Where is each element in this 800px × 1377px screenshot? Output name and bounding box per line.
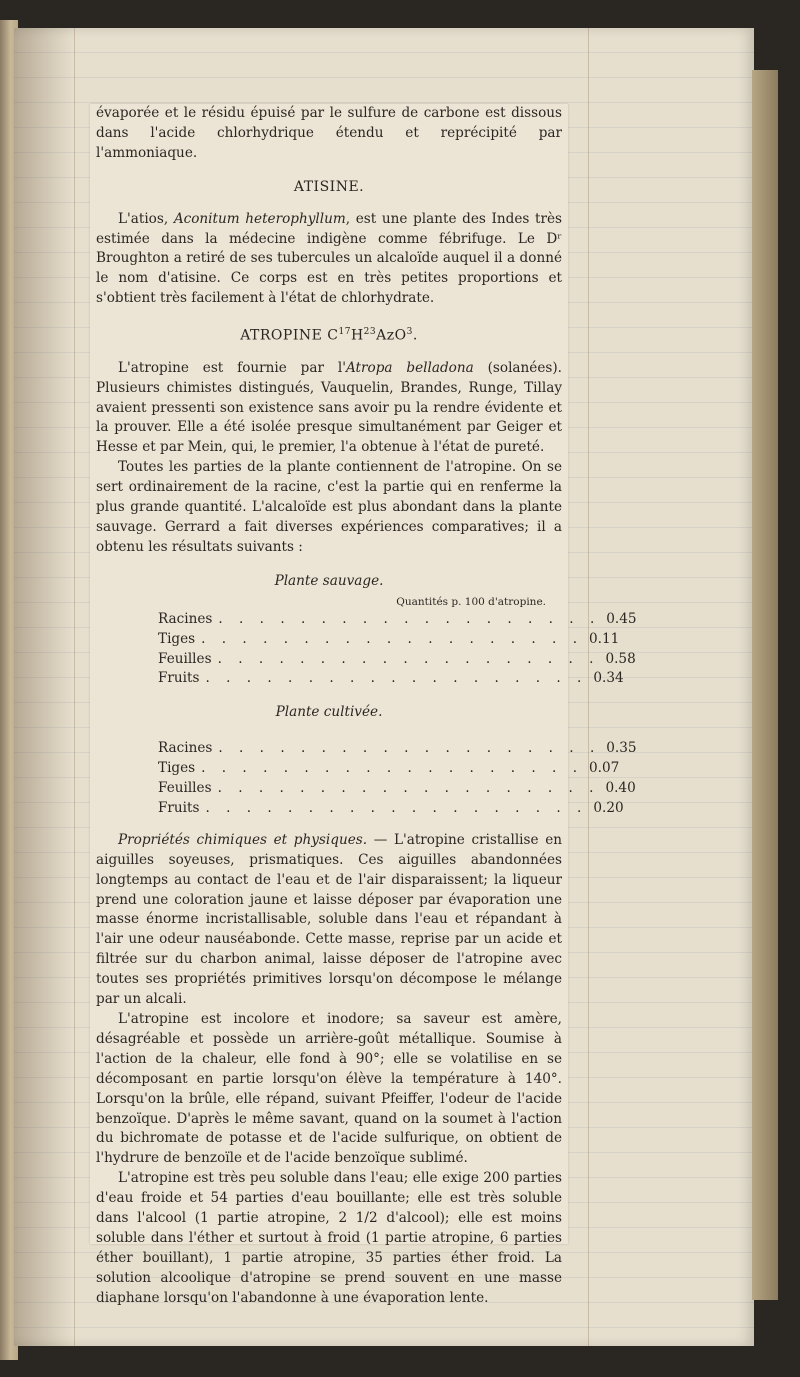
atisine-paragraph	[96, 210, 562, 310]
row-value: 0.58	[605, 650, 636, 667]
row-label: Racines	[158, 740, 213, 757]
clipping-text	[96, 104, 637, 1309]
properties-paragraph-1	[96, 831, 562, 1010]
leader-dots: . . . . . . . . . . . . . . . . . . .	[205, 670, 588, 687]
table-row	[96, 650, 636, 670]
atropine-heading	[96, 323, 562, 347]
table-row	[96, 759, 620, 779]
atropine-p1-a: L'atropine est fournie par l'	[118, 359, 346, 376]
properties-paragraph-3: L'atropine est très peu soluble dans l'eau; elle exige 200 parties d'eau froide et 54 parties d'eau bouillante; elle est très soluble dans l'alcool (1 partie atropine, 2 1/2 d'alcool); elle est moins soluble dans l'éther et surtout à froid (1 partie atropine, 6 parties éther bouillant), 1 partie atropine, 35 parties éther froid. La solution alcoolique d'atropine se prend souvent en une masse diaphane lorsqu'on l'abandonne à une évaporation lente.	[96, 1170, 562, 1306]
row-label: Racines	[158, 610, 213, 627]
formula-end: .	[412, 327, 418, 344]
row-value: 0.35	[606, 740, 637, 757]
formula-azo: AzO	[376, 327, 407, 344]
atisine-text-a: L'atios,	[118, 210, 174, 227]
leader-dots: . . . . . . . . . . . . . . . . . . .	[217, 780, 600, 797]
table-wild-title: Plante sauvage.	[274, 572, 384, 589]
ledger-right-rule	[588, 28, 589, 1346]
row-label: Fruits	[158, 670, 200, 687]
row-value: 0.11	[589, 630, 620, 647]
formula-sup-o: 3	[406, 327, 413, 338]
atropine-heading-base: ATROPINE C	[240, 327, 339, 344]
page-gutter-shadow	[14, 28, 74, 1346]
table-wild-note: Quantités p. 100 d'atropine.	[396, 595, 546, 608]
atisine-heading: ATISINE.	[293, 178, 365, 195]
row-value: 0.34	[593, 670, 624, 687]
table-row	[96, 799, 624, 819]
row-value: 0.07	[589, 760, 620, 777]
table-cultivated	[96, 739, 637, 819]
pasted-text-clipping	[90, 104, 637, 1306]
atropine-paragraph-1	[96, 359, 562, 459]
row-label: Feuilles	[158, 780, 212, 797]
atropine-p1-b: (solanées). Plusieurs chimistes distingués, Vauquelin, Brandes, Runge, Tillay avaient pressenti son existence sans avoir pu la rendre évidente et la prouver. Elle a été isolée presque simultanément par Geiger et Hesse et par Mein, qui, le premier, l'a obtenue à l'état de pureté.	[96, 359, 562, 456]
row-value: 0.40	[605, 780, 636, 797]
row-value: 0.45	[606, 610, 637, 627]
page-stack-edge	[752, 70, 778, 1300]
table-row	[96, 779, 636, 799]
leader-dots: . . . . . . . . . . . . . . . . . . .	[201, 630, 584, 647]
leader-dots: . . . . . . . . . . . . . . . . . . .	[217, 650, 600, 667]
properties-paragraph-2: L'atropine est incolore et inodore; sa saveur est amère, désagréable et possède un arrière-goût métallique. Soumise à l'action de la chaleur, elle fond à 90°; elle se volatilise en se décomposant en partie lorsqu'on élève la température à 140°. Lorsqu'on la brûle, elle répand, suivant Pfeiffer, l'odeur de l'acide benzoïque. D'après le même savant, quand on la soumet à l'action du bichromate de potasse et de l'acide sulfurique, on obtient de l'hydrure de benzoïle et de l'acide benzoïque sublimé.	[96, 1011, 562, 1167]
formula-sup-c: 17	[338, 327, 351, 338]
leader-dots: . . . . . . . . . . . . . . . . . . .	[205, 799, 588, 816]
row-label: Tiges	[158, 630, 196, 647]
leader-dots: . . . . . . . . . . . . . . . . . . .	[201, 760, 584, 777]
intro-paragraph: évaporée et le résidu épuisé par le sulfure de carbone est dissous dans l'acide chlorhydrique étendu et reprécipité par l'ammoniaque.	[96, 105, 562, 161]
table-cultivated-title: Plante cultivée.	[275, 704, 383, 721]
ledger-margin-line	[74, 28, 75, 1346]
atropine-species: Atropa belladona	[345, 359, 474, 376]
properties-text-1: — L'atropine cristallise en aiguilles soyeuses, prismatiques. Ces aiguilles abandonnées longtemps au contact de l'eau et de l'air disparaissent; la liqueur prend une coloration jaune et laisse déposer par évaporation une masse énorme incristallisable, soluble dans l'eau et répandant à l'air une odeur nauséabonde. Cette masse, reprise par un acide et filtrée sur du charbon animal, laisse déposer de l'atropine avec toutes ses propriétés primitives lorsqu'on décompose le mélange par un alcali.	[96, 831, 562, 1008]
formula-sup-h: 23	[363, 327, 377, 338]
atisine-species: Aconitum heterophyllum	[173, 210, 346, 227]
row-label: Tiges	[158, 760, 196, 777]
row-label: Feuilles	[158, 650, 212, 667]
leader-dots: . . . . . . . . . . . . . . . . . . .	[218, 610, 601, 627]
leader-dots: . . . . . . . . . . . . . . . . . . .	[218, 740, 601, 757]
table-row	[96, 669, 624, 689]
formula-h: H	[350, 327, 364, 344]
row-value: 0.20	[593, 799, 624, 816]
row-label: Fruits	[158, 799, 200, 816]
atisine-text-b: , est une plante des Indes très estimée dans la médecine indigène comme fébrifuge. Le Dʳ Broughton a retiré de ses tubercules un alcaloïde auquel il a donné le nom d'atisine. Ce corps est en très petites proportions et s'obtient très facilement à l'état de chlorhydrate.	[96, 210, 562, 307]
table-row	[96, 630, 620, 650]
table-row	[96, 610, 637, 630]
properties-title: Propriétés chimiques et physiques.	[118, 831, 368, 848]
table-wild	[96, 610, 637, 690]
atropine-paragraph-2: Toutes les parties de la plante contiennent de l'atropine. On se sert ordinairement de la racine, c'est la partie qui en renferme la plus grande quantité. L'alcaloïde est plus abondant dans la plante sauvage. Gerrard a fait diverses expériences comparatives; il a obtenu les résultats suivants :	[96, 459, 562, 555]
table-row	[96, 739, 637, 759]
